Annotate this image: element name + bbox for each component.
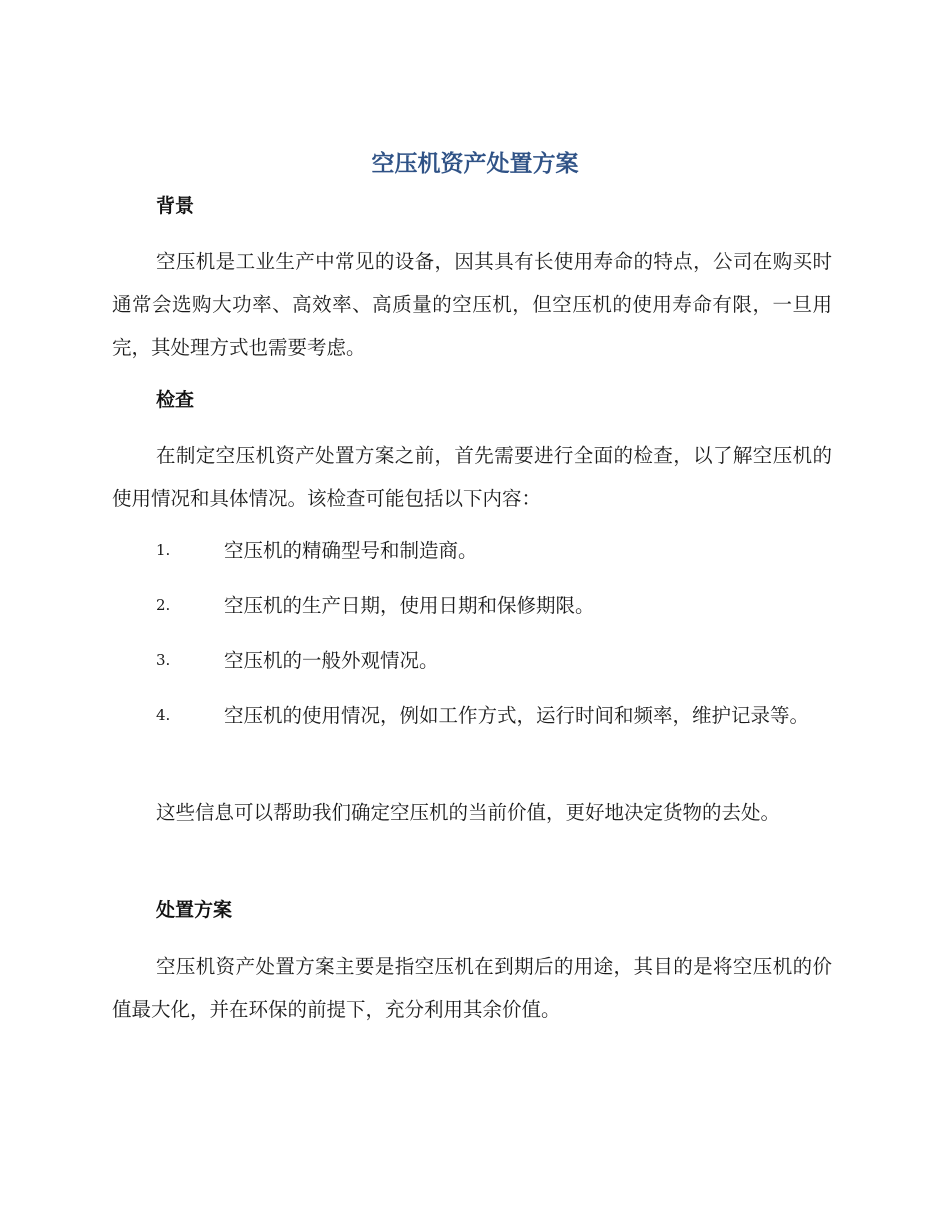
inspection-intro-paragraph: 在制定空压机资产处置方案之前，首先需要进行全面的检查，以了解空压机的使用情况和具体情况。该检查可能包括以下内容：: [112, 444, 832, 510]
list-item: [112, 584, 832, 627]
section-heading-inspection: 检查: [156, 389, 195, 411]
disposal-plan-paragraph: 空压机资产处置方案主要是指空压机在到期后的用途，其目的是将空压机的价值最大化，并在环保的前提下，充分利用其余价值。: [112, 955, 832, 1021]
section-heading-disposal-plan: 处置方案: [156, 899, 233, 921]
list-item-text: 空压机的一般外观情况。: [224, 649, 439, 672]
list-item: [112, 639, 832, 682]
background-paragraph: 空压机是工业生产中常见的设备，因其具有长使用寿命的特点，公司在购买时通常会选购大功率、高效率、高质量的空压机，但空压机的使用寿命有限，一旦用完，其处理方式也需要考虑。: [112, 250, 832, 359]
inspection-outro-paragraph: 这些信息可以帮助我们确定空压机的当前价值，更好地决定货物的去处。: [156, 801, 781, 824]
list-item-text: 空压机的精确型号和制造商。: [224, 539, 478, 562]
list-item-number: 3.: [156, 651, 171, 669]
list-item: [112, 529, 832, 572]
document-title: 空压机资产处置方案: [371, 151, 579, 177]
list-item-number: 4.: [156, 706, 171, 724]
list-item-number: 1.: [156, 541, 171, 559]
list-item-number: 2.: [156, 596, 171, 614]
section-heading-background: 背景: [156, 195, 195, 217]
list-item: [112, 694, 832, 737]
list-item-text: 空压机的生产日期，使用日期和保修期限。: [224, 594, 595, 617]
list-item-text: 空压机的使用情况，例如工作方式，运行时间和频率，维护记录等。: [224, 704, 810, 727]
